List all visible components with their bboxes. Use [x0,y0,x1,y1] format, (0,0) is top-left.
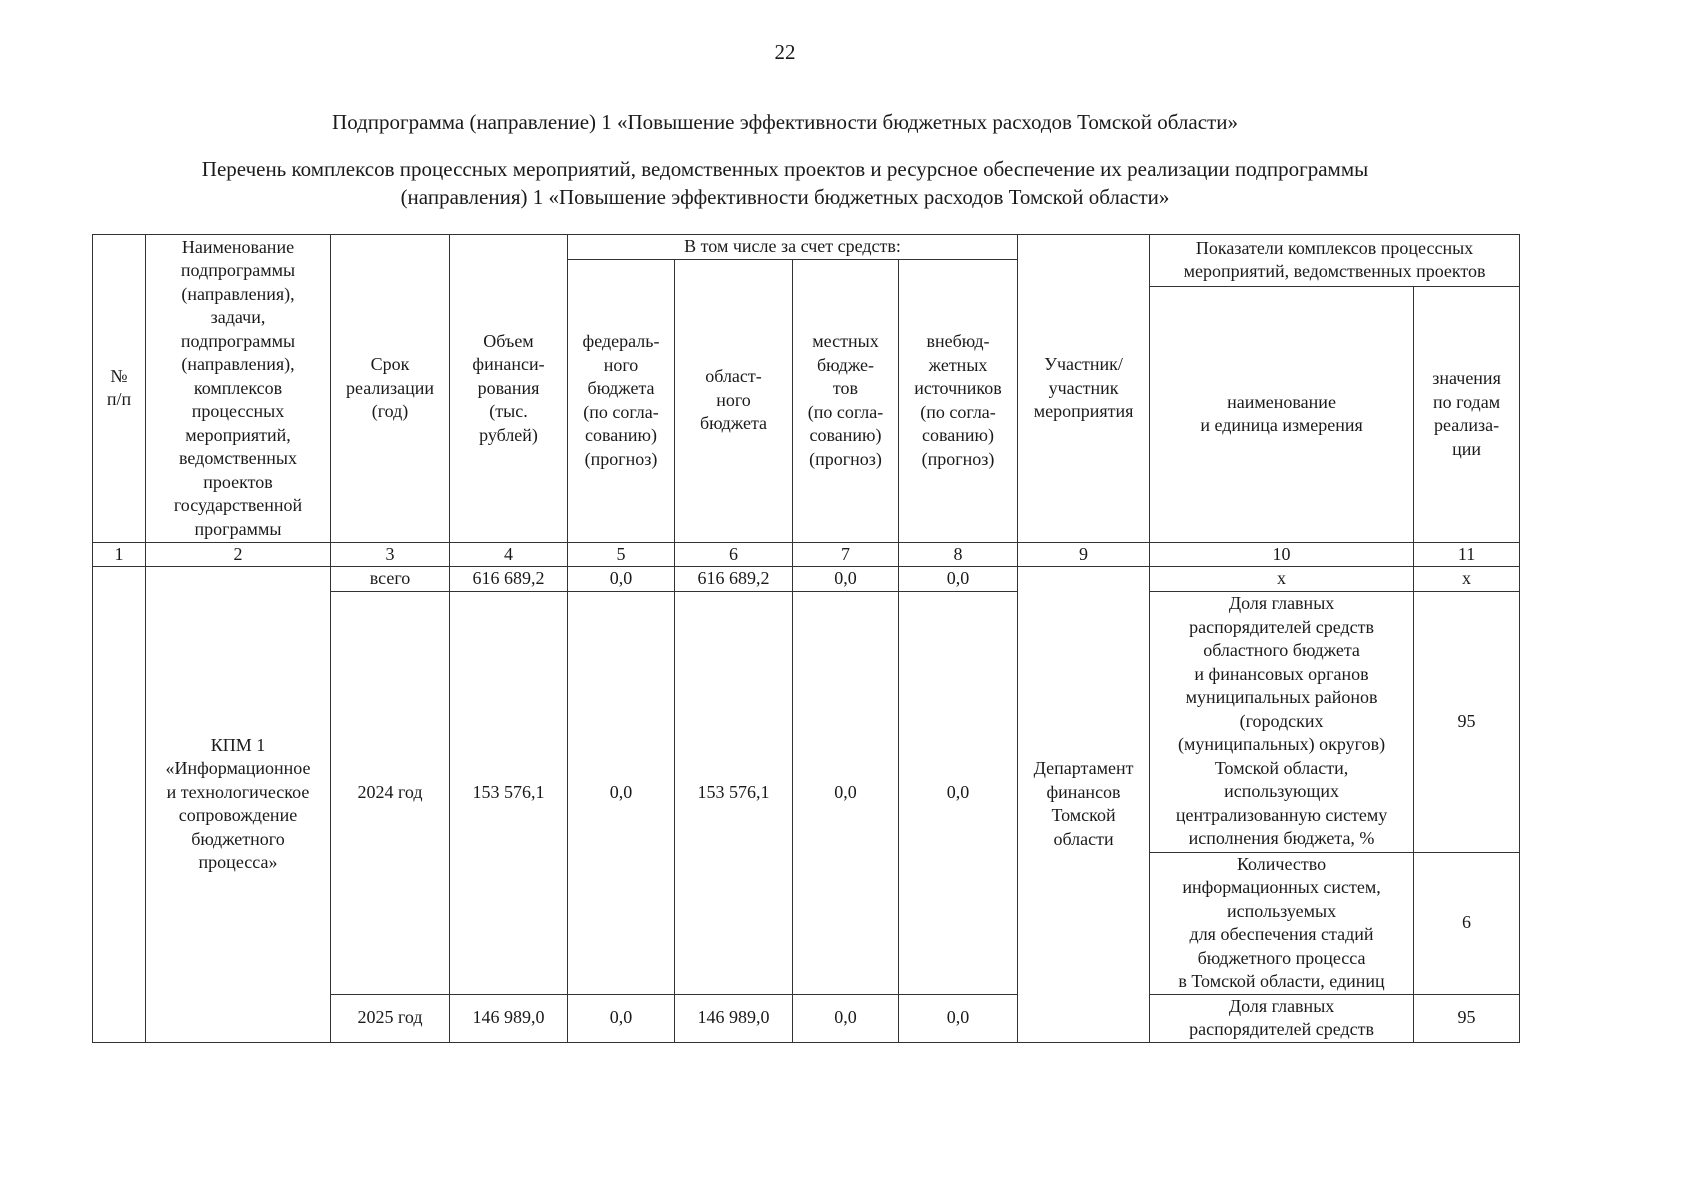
row-number-cell [93,567,146,1043]
kpm-name-cell: КПМ 1 «Информационное и технологическое сопровождение бюджетного процесса» [146,567,331,1043]
header-col-regional: област- ного бюджета [675,259,793,542]
local-cell: 0,0 [793,994,899,1042]
volume-cell: 153 576,1 [450,591,568,994]
volume-cell: 616 689,2 [450,567,568,592]
local-cell: 0,0 [793,567,899,592]
page-number: 22 [774,40,796,64]
column-number: 11 [1414,542,1520,567]
header-col-local: местных бюдже- тов (по согла- сованию) (прогноз) [793,259,899,542]
indicator-value-cell: 6 [1414,852,1520,994]
extrabudget-cell: 0,0 [899,591,1018,994]
indicator-value-cell: 95 [1414,591,1520,852]
column-number: 3 [331,542,450,567]
indicator-value-cell: 95 [1414,994,1520,1042]
federal-cell: 0,0 [568,591,675,994]
column-number: 10 [1150,542,1414,567]
regional-cell: 146 989,0 [675,994,793,1042]
header-col-participant: Участник/ участник мероприятия [1018,235,1150,543]
column-number: 7 [793,542,899,567]
table-row [93,567,1520,592]
column-number: 4 [450,542,568,567]
column-numbers-row [93,542,1520,567]
regional-cell: 616 689,2 [675,567,793,592]
indicator-value-cell: х [1414,567,1520,592]
header-col-extrabudget: внебюд- жетных источников (по согла- сованию) (прогноз) [899,259,1018,542]
header-col-indicator-name: наименование и единица измерения [1150,286,1414,542]
indicator-cell: х [1150,567,1414,592]
list-title: Перечень комплексов процессных мероприятий, ведомственных проектов и ресурсное обеспечение их реализации подпрограммы (направления) 1 «Повышение эффективности бюджетных расходов Томской области» [201,157,1369,209]
period-cell: всего [331,567,450,592]
header-group-sources: В том числе за счет средств: [568,235,1018,260]
subprogram-title: Подпрограмма (направление) 1 «Повышение эффективности бюджетных расходов Томской области» [332,110,1238,134]
column-number: 5 [568,542,675,567]
header-col-volume: Объем финанси- рования (тыс. рублей) [450,235,568,543]
column-number: 8 [899,542,1018,567]
header-col-number: № п/п [93,235,146,543]
indicator-cell: Доля главных распорядителей средств [1150,994,1414,1042]
column-number: 2 [146,542,331,567]
period-cell: 2024 год [331,591,450,994]
subprogram-table [92,234,1520,1043]
header-group-indicators: Показатели комплексов процессных мероприятий, ведомственных проектов [1150,235,1520,287]
column-number: 9 [1018,542,1150,567]
indicator-cell: Количество информационных систем, используемых для обеспечения стадий бюджетного процесса в Томской области, единиц [1150,852,1414,994]
header-col-name: Наименование подпрограммы (направления), задачи, подпрограммы (направления), комплексов процессных мероприятий, ведомственных проектов государственной программы [146,235,331,543]
federal-cell: 0,0 [568,567,675,592]
header-col-federal: федераль- ного бюджета (по согла- сованию) (прогноз) [568,259,675,542]
extrabudget-cell: 0,0 [899,567,1018,592]
extrabudget-cell: 0,0 [899,994,1018,1042]
regional-cell: 153 576,1 [675,591,793,994]
column-number: 6 [675,542,793,567]
indicator-cell: Доля главных распорядителей средств областного бюджета и финансовых органов муниципальных районов (городских (муниципальных) округов) Томской области, использующих централизованную систему исполнения бюджета, % [1150,591,1414,852]
period-cell: 2025 год [331,994,450,1042]
column-number: 1 [93,542,146,567]
local-cell: 0,0 [793,591,899,994]
participant-cell: Департамент финансов Томской области [1018,567,1150,1043]
federal-cell: 0,0 [568,994,675,1042]
header-row-1 [93,235,1520,260]
header-col-period: Срок реализации (год) [331,235,450,543]
header-col-indicator-values: значения по годам реализа- ции [1414,286,1520,542]
volume-cell: 146 989,0 [450,994,568,1042]
